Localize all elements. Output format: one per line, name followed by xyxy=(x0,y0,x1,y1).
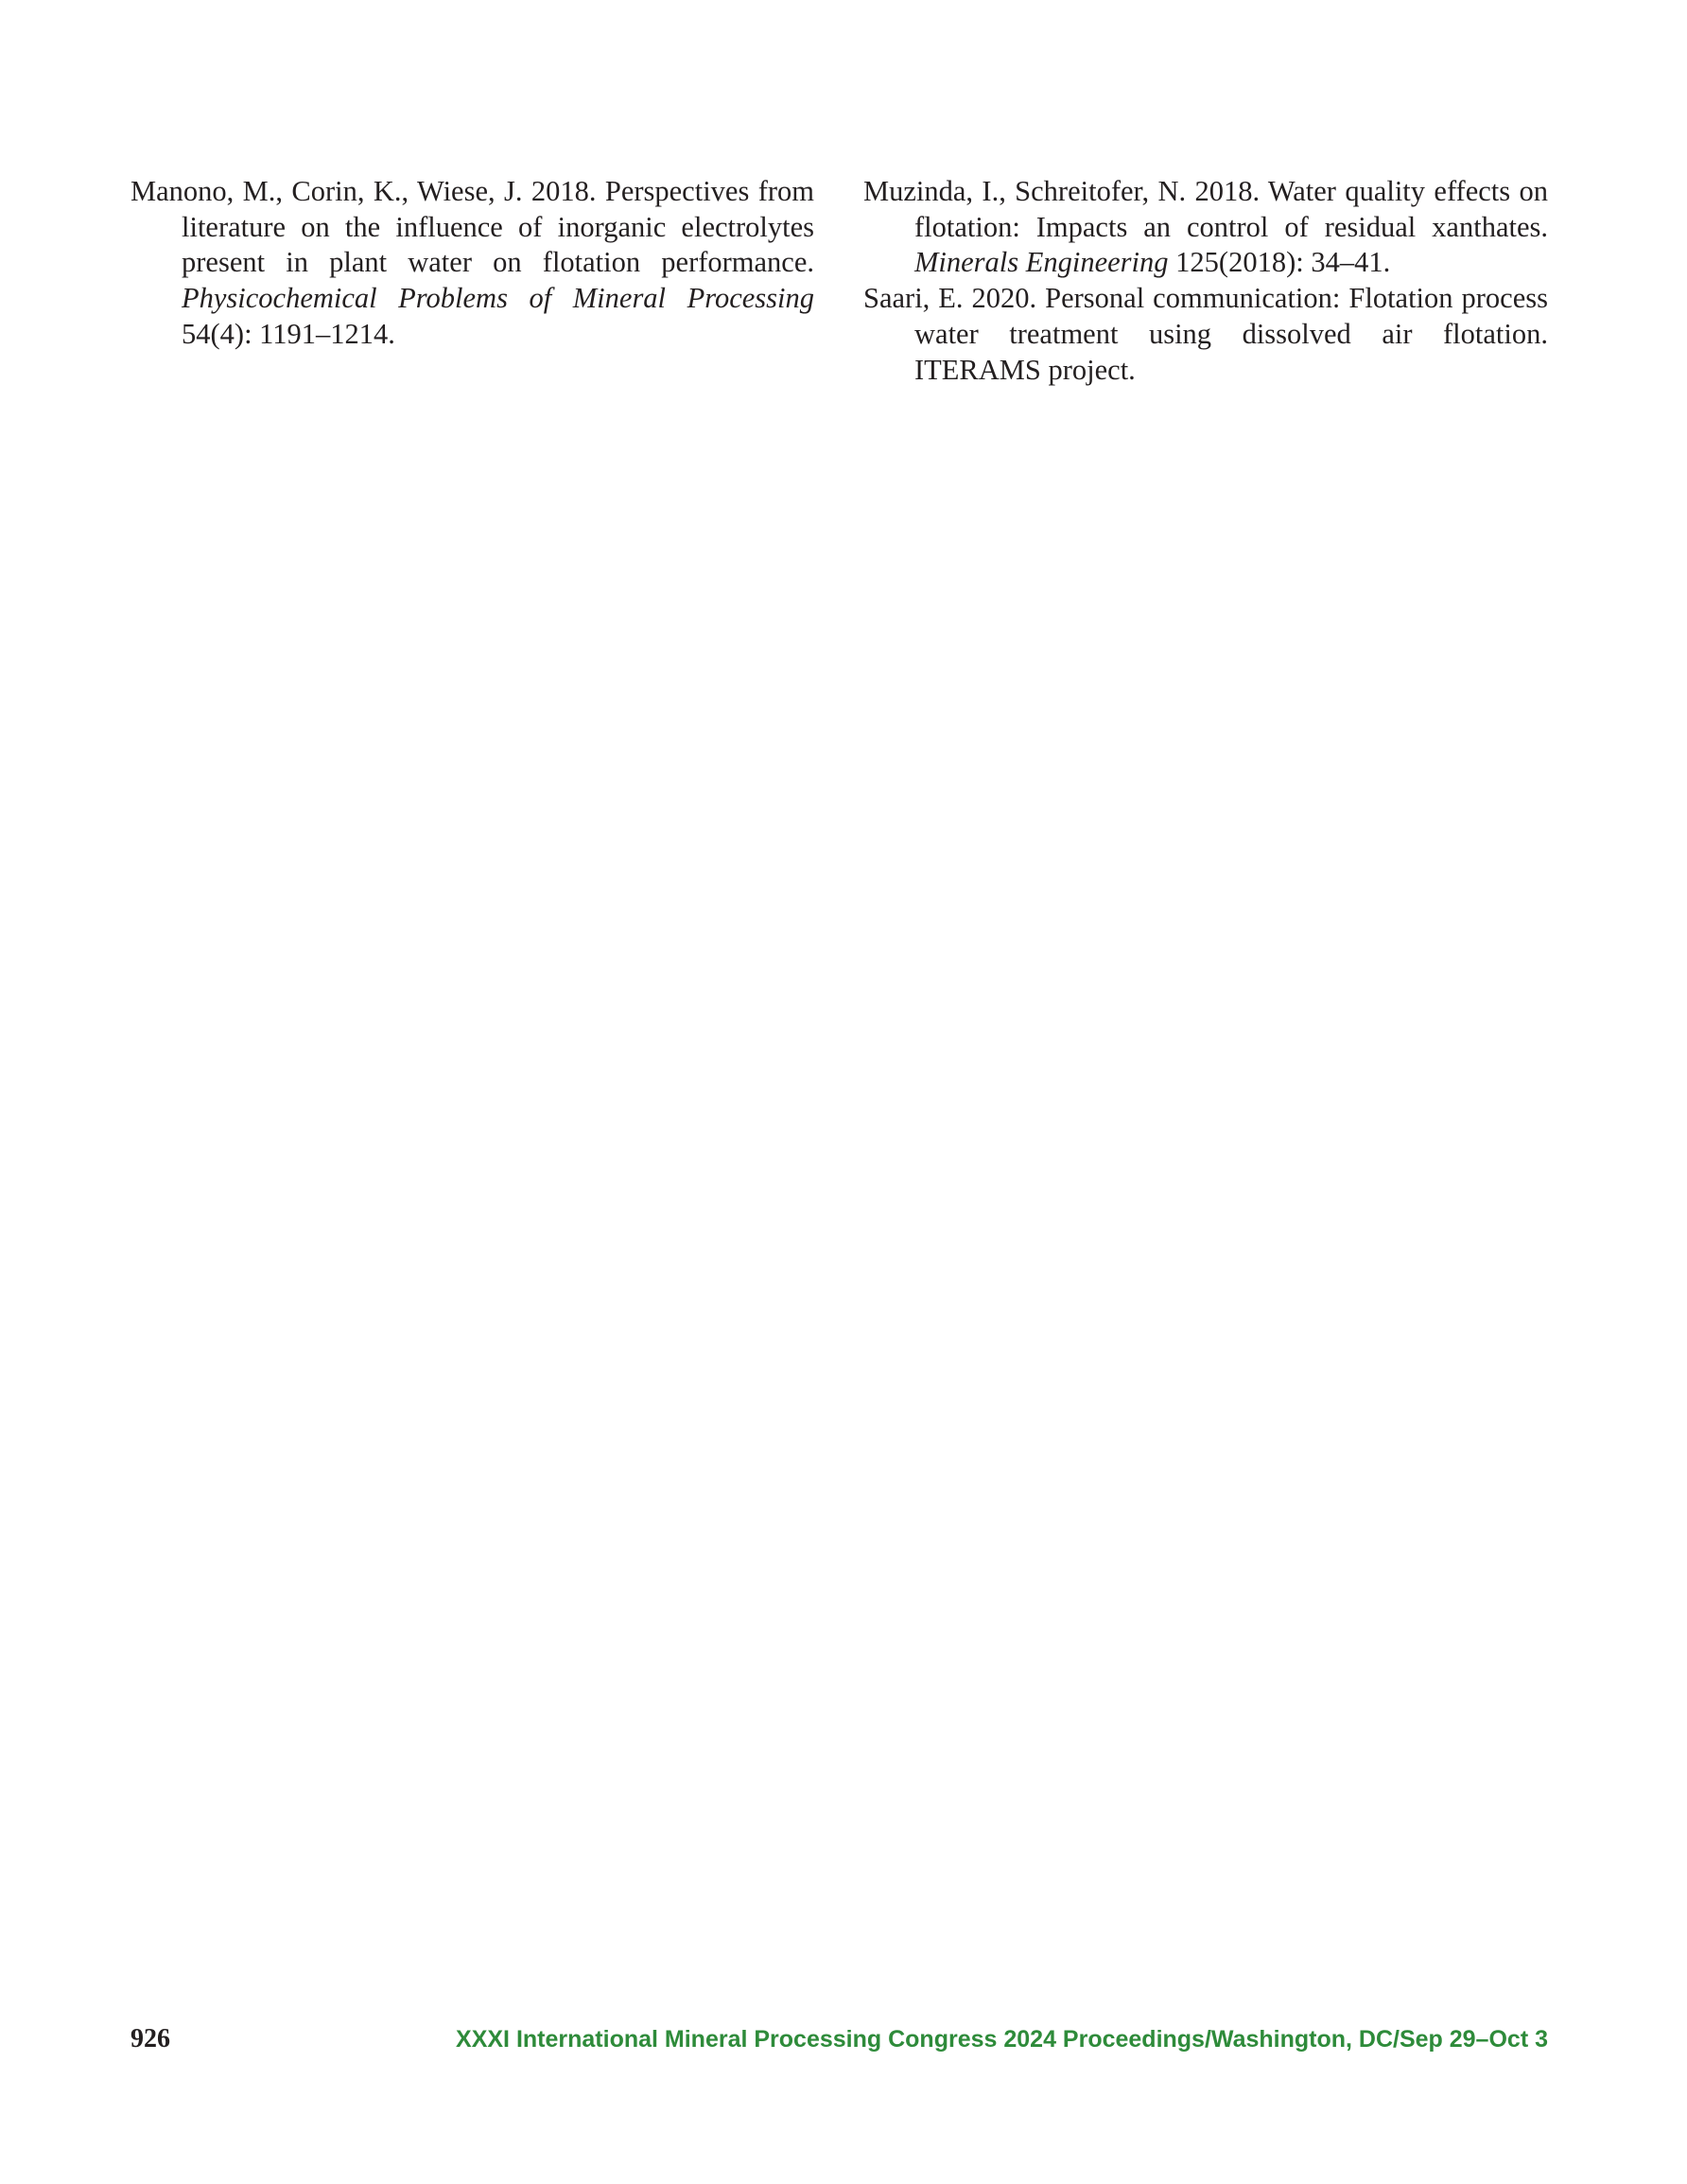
journal-title: Minerals Engineering xyxy=(914,246,1169,279)
reference-text: Muzinda, I., Schreitofer, N. 2018. Water quality effects on flotation: Impacts an control of residual xanthates. xyxy=(863,175,1548,243)
running-footer: XXXI International Mineral Processing Congress 2024 Proceedings/Washington, DC/Sep 29–Oct 3 xyxy=(456,2026,1548,2053)
reference-saari xyxy=(863,281,1548,388)
page-number: 926 xyxy=(130,2024,170,2053)
reference-manono xyxy=(130,174,814,353)
reference-text: Manono, M., Corin, K., Wiese, J. 2018. Perspectives from literature on the influence of inorganic electrolytes present in plant water on flotation performance. xyxy=(130,175,814,279)
left-column xyxy=(130,174,814,353)
right-column xyxy=(863,174,1548,388)
reference-citation: 54(4): 1191–1214. xyxy=(182,317,395,350)
reference-citation: 125(2018): 34–41. xyxy=(1168,246,1391,279)
reference-text: Saari, E. 2020. Personal communication: Flotation process water treatment using dissolved air flotation. ITERAMS project. xyxy=(863,282,1548,386)
journal-title: Physicochemical Problems of Mineral Processing xyxy=(182,282,814,315)
reference-muzinda xyxy=(863,174,1548,281)
